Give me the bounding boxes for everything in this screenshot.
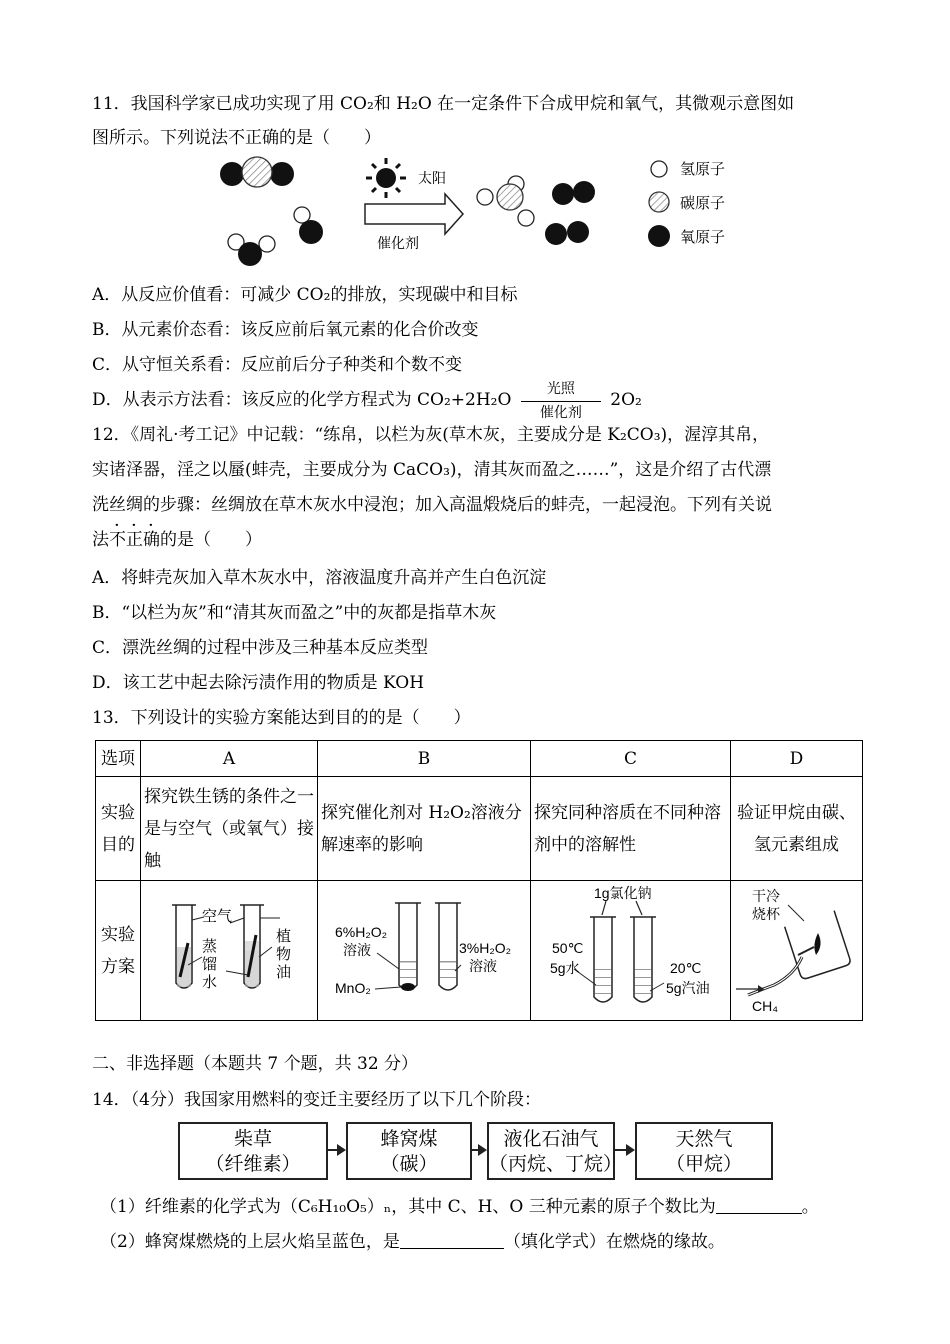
stage-box: [635, 1122, 773, 1180]
stage-note: （碳）: [380, 1153, 438, 1175]
solubility-experiment-figure: [534, 885, 727, 1017]
q14-sub2: （2）蜂窝煤燃烧的上层火焰呈蓝色，是 （填化学式）在燃烧的缘故。: [100, 1232, 725, 1252]
q12-line2: 实诸泽器，淫之以蜃(蚌壳，主要成分为 CaCO₃)，清其灰而盈之……”，这是介绍了古代漂: [92, 460, 772, 480]
label-nacl: 1g氯化钠: [594, 884, 652, 901]
q12-option-a: A．将蚌壳灰加入草木灰水中，溶液温度升高并产生白色沉淀: [92, 568, 547, 588]
q11-reaction-diagram: [210, 152, 750, 274]
label-solution: 溶液: [343, 941, 371, 958]
header-cell: A: [141, 741, 318, 777]
q11-reaction-condition: [517, 380, 605, 420]
h2o-molecule: [228, 234, 275, 266]
q11-option-d-suffix: 2O₂: [610, 390, 642, 410]
label-ch4: CH₄: [752, 997, 778, 1014]
table-header-row: [96, 741, 863, 777]
table-row-plan: [96, 881, 863, 1021]
table-row-purpose: [96, 777, 863, 881]
catalyst-experiment-figure: [321, 885, 527, 1017]
answer-blank[interactable]: [716, 1195, 802, 1214]
label-air: 空气: [202, 907, 233, 925]
label-beaker: 烧杯: [752, 905, 780, 922]
emphasis-char: 正: [126, 530, 143, 550]
stage-name: 蜂窝煤: [380, 1128, 438, 1150]
stage-name: 柴草: [233, 1128, 272, 1150]
stage-note: （丙烷、丁烷）: [489, 1153, 623, 1175]
label-20c: 20℃: [670, 959, 702, 976]
q12-option-c: C．漂洗丝绸的过程中涉及三种基本反应类型: [92, 638, 429, 658]
q11-option-d-prefix: D．从表示方法看：该反应的化学方程式为 CO₂+2H₂O: [92, 390, 512, 410]
label-50c: 50℃: [552, 939, 584, 956]
purpose-cell-b: 探究催化剂对 H₂O₂溶液分解速率的影响: [318, 777, 531, 881]
sun-label: 太阳: [418, 170, 446, 186]
o2-molecule: [545, 221, 589, 245]
q11-option-b: B．从元素价态看：该反应前后氧元素的化合价改变: [92, 320, 479, 340]
flow-arrow-head: [337, 1144, 346, 1156]
header-cell: B: [318, 741, 531, 777]
legend-hydrogen: 氢原子: [680, 161, 726, 178]
q11-option-a: A．从反应价值看：可减少 CO₂的排放，实现碳中和目标: [92, 285, 518, 305]
condition-bottom: 催化剂: [539, 404, 582, 420]
row-label: 实验目的: [96, 777, 141, 881]
legend-carbon: 碳原子: [680, 195, 726, 212]
label-solution: 溶液: [469, 957, 497, 974]
label-distilled: 水: [202, 973, 218, 991]
emphasis-char: 确: [143, 530, 160, 550]
catalyst-label: 催化剂: [377, 235, 419, 251]
label-5g-gasoline: 5g汽油: [666, 979, 710, 996]
label-mno2: MnO₂: [335, 979, 371, 996]
q12-option-d: D．该工艺中起去除污渍作用的物质是 KOH: [92, 673, 425, 693]
row-label: 实验方案: [96, 881, 141, 1021]
label-oil: 物: [276, 945, 292, 963]
q12-line4: 法不正确的是（ ）: [92, 530, 262, 550]
q11-stem-line2: 图所示。下列说法不正确的是（ ）: [92, 128, 381, 148]
label-distilled: 蒸: [202, 937, 218, 955]
q11-option-d: [92, 380, 642, 420]
q12-line1: 12．《周礼·考工记》中记载：“练帛，以栏为灰(草木灰，主要成分是 K₂CO₃)，渥淳其帛，: [92, 425, 770, 445]
plan-cell-c: [531, 881, 731, 1021]
q14-sub1: （1）纤维素的化学式为（C₆H₁₀O₅）ₙ，其中 C、H、O 三种元素的原子个数比为 。: [100, 1197, 819, 1217]
label-5g-water: 5g水: [550, 959, 580, 976]
flow-arrow-head: [478, 1144, 487, 1156]
header-cell: 选项: [96, 741, 141, 777]
label-distilled: 馏: [202, 955, 218, 973]
o2-molecule: [552, 181, 595, 205]
plan-cell-d: [731, 881, 863, 1021]
rust-experiment-figure: [144, 885, 314, 1017]
plan-cell-b: [318, 881, 531, 1021]
label-6pct-h2o2: 6%H₂O₂: [335, 923, 388, 940]
stage-name: 天然气: [675, 1128, 733, 1150]
legend-oxygen: 氧原子: [680, 229, 726, 246]
emphasis-char: 不: [109, 530, 126, 550]
q11-stem-line1: 11．我国科学家已成功实现了用 CO₂和 H₂O 在一定条件下合成甲烷和氧气，其微观示意图如: [92, 94, 795, 114]
plan-cell-a: [141, 881, 318, 1021]
sun-icon: [366, 158, 406, 198]
flow-arrow-head: [626, 1144, 635, 1156]
reaction-arrow: [365, 194, 463, 234]
q12-line3: 洗丝绸的步骤：丝绸放在草木灰水中浸泡；加入高温煅烧后的蚌壳，一起浸泡。下列有关说: [92, 495, 772, 515]
co2-molecule: [220, 157, 294, 187]
section-heading: 二、非选择题（本题共 7 个题，共 32 分）: [92, 1054, 419, 1074]
condition-top: 光照: [546, 380, 575, 396]
stage-note: （甲烷）: [665, 1153, 742, 1175]
purpose-cell-c: 探究同种溶质在不同种溶剂中的溶解性: [531, 777, 731, 881]
answer-blank[interactable]: [400, 1230, 504, 1249]
h2o-molecule: [294, 207, 323, 244]
label-3pct-h2o2: 3%H₂O₂: [459, 939, 512, 956]
header-cell: D: [731, 741, 863, 777]
q11-option-c: C．从守恒关系看：反应前后分子种类和个数不变: [92, 355, 463, 375]
ch4-molecule: [477, 176, 534, 226]
purpose-cell-d: 验证甲烷由碳、氢元素组成: [731, 777, 863, 881]
q13-table: [95, 740, 863, 1021]
q12-option-b: B．“以栏为灰”和“清其灰而盈之”中的灰都是指草木灰: [92, 603, 497, 623]
label-oil: 油: [276, 963, 292, 981]
stage-box: [178, 1122, 328, 1180]
label-dry-cold: 干冷: [752, 887, 780, 904]
q14-stem: 14．（4分）我国家用燃料的变迁主要经历了以下几个阶段：: [92, 1090, 541, 1110]
stage-box: [487, 1122, 623, 1180]
purpose-cell-a: 探究铁生锈的条件之一是与空气（或氧气）接触: [141, 777, 318, 881]
methane-experiment-figure: [734, 885, 859, 1017]
stage-box: [346, 1122, 472, 1180]
stage-note: （纤维素）: [205, 1153, 301, 1175]
q13-stem: 13．下列设计的实验方案能达到目的的是（ ）: [92, 708, 471, 728]
header-cell: C: [531, 741, 731, 777]
label-oil: 植: [276, 927, 292, 945]
stage-name: 液化石油气: [503, 1128, 599, 1150]
